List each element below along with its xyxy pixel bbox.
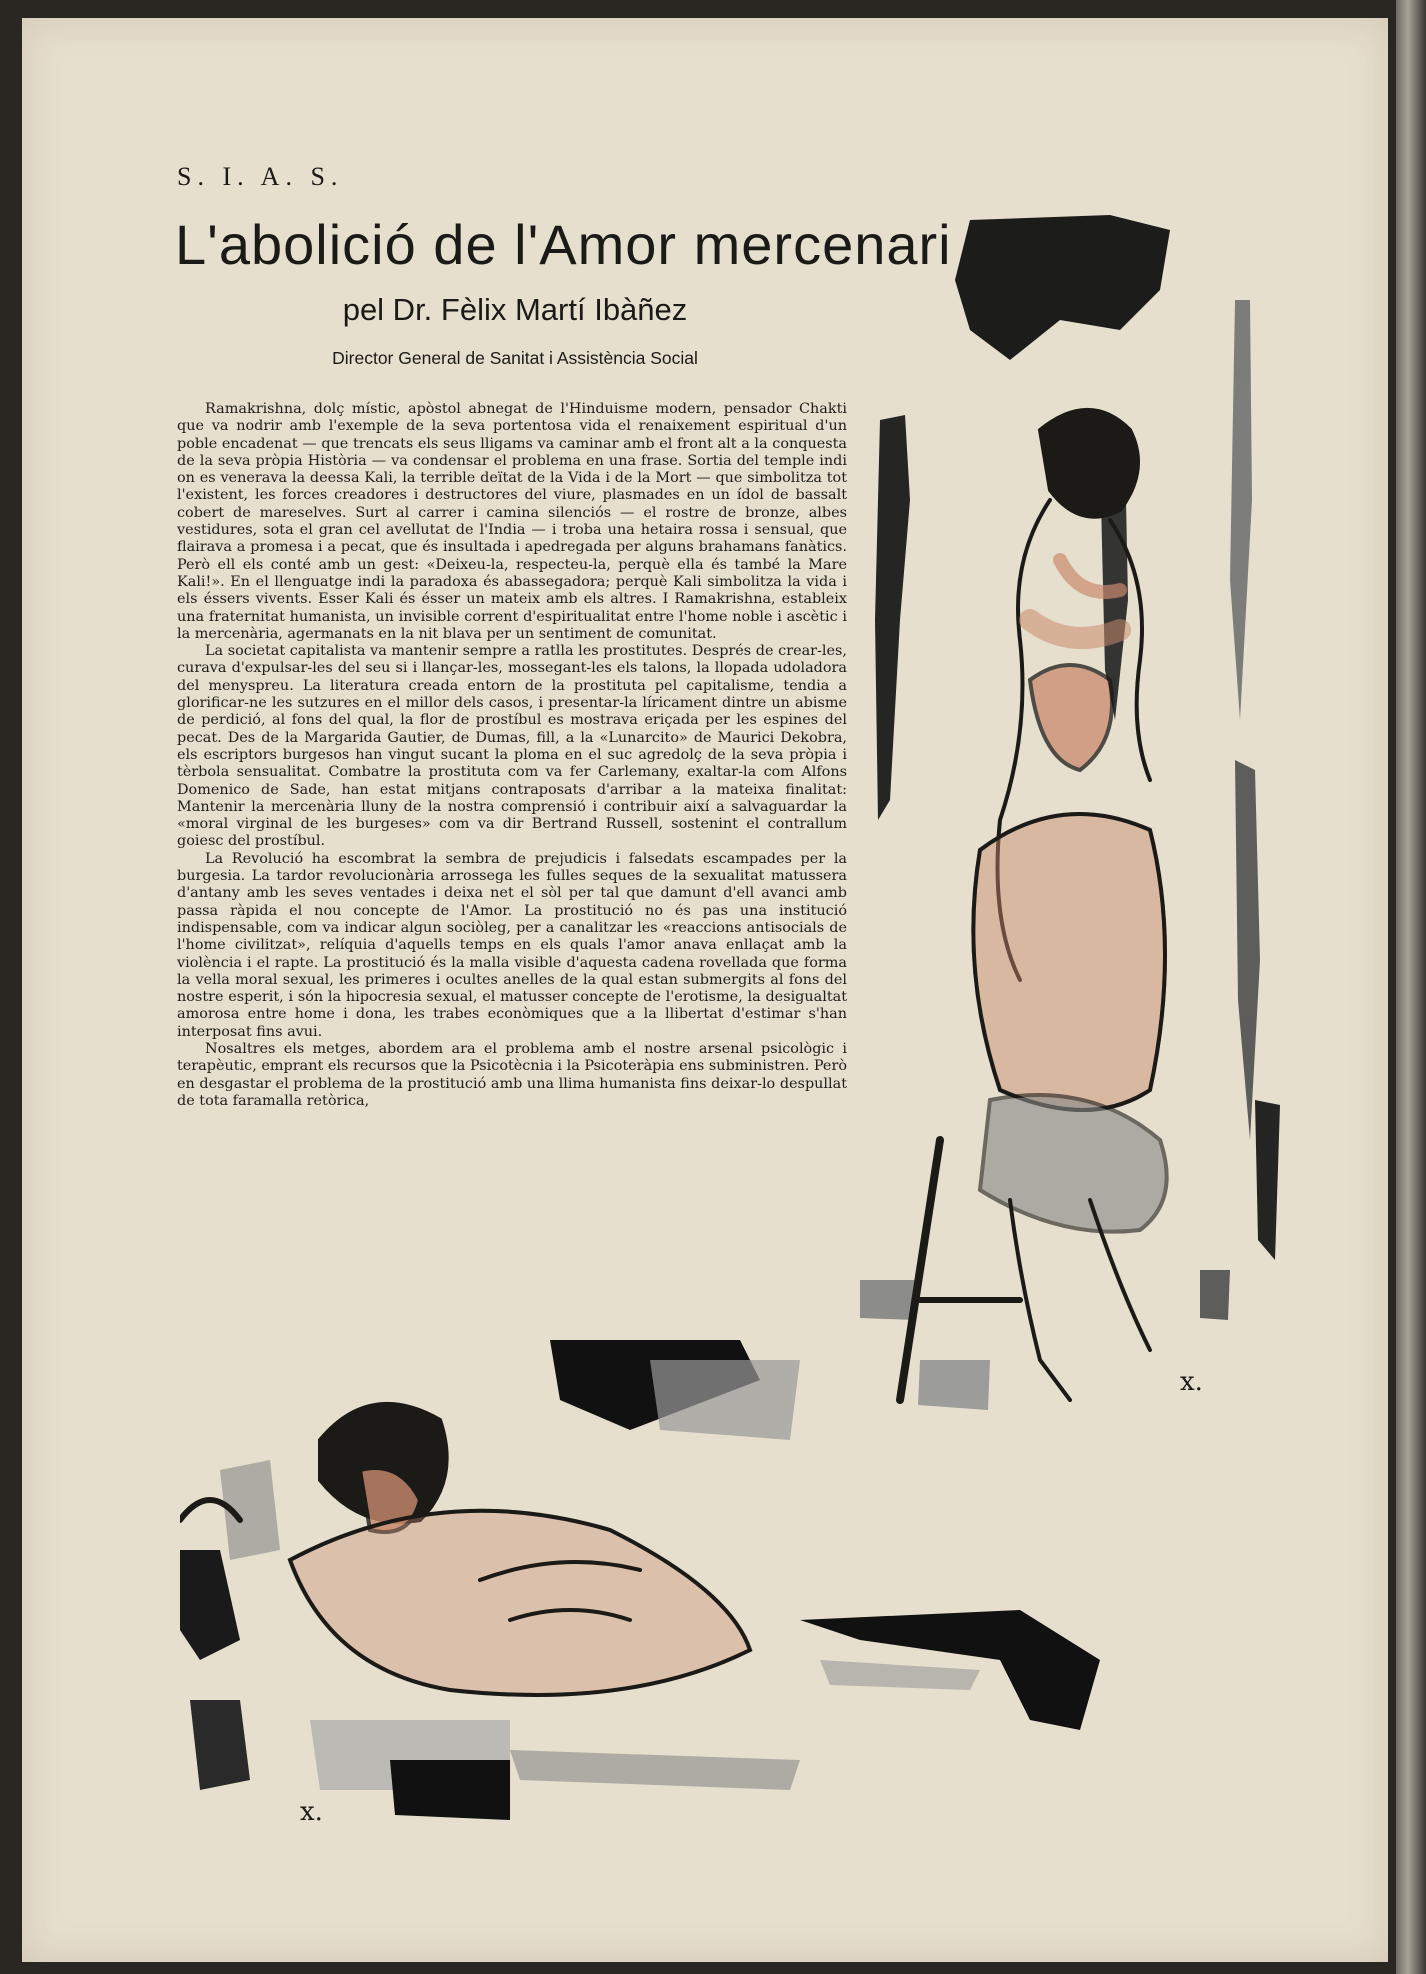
illustrator-signature: x.	[300, 1797, 323, 1827]
illustrator-signature: x.	[1180, 1367, 1203, 1397]
article-paragraph: Ramakrishna, dolç místic, apòstol abnegat de l'Hinduisme modern, pensador Chakti que va nodrir amb l'exemple de la seva portentosa vida el renaixement espiritual d'un poble encadenat — que trencats els seus lligams va caminar amb el front alt a la conquesta de la seva pròpia Història — va condensar el problema en una frase. Sortia del temple indi on es venerava la deessa Kali, la terrible deïtat de la Vida i de la Mort — que simbolitza tot l'existent, les forces creadores i destructores del viure, plasmades en un ídol de bassalt cobert de mareselves. Surt al carrer i camina silenciós — el rostre de bronze, albes vestidures, sota el gran cel avellutat de l'India — i troba una hetaira rossa i sensual, que flairava a promesa i a pecat, que és insultada i apedregada per alguns brahamans fanàtics. Però ell els conté amb un gest: «Deixeu-la, respecteu-la, perquè ella és també la Mare Kali!». En el llenguatge indi la paradoxa és abassegadora; perquè Kali simbolitza la vida i els éssers vivents. Esser Kali és ésser un mateix amb els altres. I Ramakrishna, estableix una fraternitat humanista, un invisible corrent d'espiritualitat entre l'home noble i ascètic i la mercenària, agermanats en la nit blava per un sentiment de comunitat.	[177, 401, 847, 642]
article-paragraph: La societat capitalista va mantenir sempre a ratlla les prostitutes. Després de crear-les, curava d'expulsar-les del seu si i llançar-les, mossegant-les els talons, la llopada udoladora del menyspreu. La literatura creada entorn de la prostituta pel capitalisme, tendia a glorificar-ne les sutzures en el millor dels casos, i presentar-la líricament dintre un abisme de perdició, al fons del qual, la flor de prostíbul es mostrava eriçada per les espines del pecat. Des de la Margarida Gautier, de Dumas, fill, a la «Lunarcito» de Maurici Dekobra, els escriptors burgesos han vingut sucant la ploma en el suc agredolç de la seva pròpia i tèrbola sensualitat. Combatre la prostituta com va fer Carlemany, exaltar-la com Alfons Domenico de Sade, han estat mitjans contraposats d'arribar a la mateixa finalitat: Mantenir la mercenària lluny de la nostra comprensió i contribuir així a salvaguardar la «moral virginal de les burgeses» com va dir Bertrand Russell, sostenint el contrallum goiesc del prostíbul.	[177, 643, 847, 850]
binding-edge	[1396, 0, 1426, 1974]
author-role: Director General de Sanitat i Assistència Social	[332, 348, 698, 368]
illustration-reclining-woman	[180, 1320, 940, 1840]
article-byline: pel Dr. Fèlix Martí Ibàñez	[342, 292, 688, 327]
article-paragraph: La Revolució ha escombrat la sembra de prejudicis i falsedats escampades per la burgesia. La tardor revolucionària arrossega les fulles seques de la sexualitat matussera d'antany amb les seves ventades i deixa net el sòl per tal que damunt d'ell avanci amb passa ràpida el nou concepte de l'Amor. La prostitució no és pas una institució indispensable, com va indicar algun sociòleg, per a canalitzar les «reaccions antisocials de l'home civilitzat», relíquia d'aquells temps en els quals l'amor anava enllaçat amb la violència i el rapte. La prostitució és la malla visible d'aquesta cadena rovellada que forma la vella moral sexual, les primeres i ocultes anelles de la qual estan submergits al fons del nostre esperit, i són la hipocresia sexual, el matusser concepte de l'erotisme, la desigualtat amorosa entre home i dona, les trabes econòmiques que a la llibertat d'estimar s'han interposat fins avui.	[177, 850, 847, 1040]
article-title: L'abolició de l'Amor mercenari	[175, 213, 952, 276]
seated-woman	[900, 665, 1167, 1400]
illustration-two-women	[860, 200, 1290, 1440]
ink-wash-stroke	[800, 1600, 1120, 1740]
section-kicker: S. I. A. S.	[177, 162, 344, 191]
article-body	[177, 401, 847, 1251]
article-paragraph: Nosaltres els metges, abordem ara el problema amb el nostre arsenal psicològic i terapèutic, emprant els recursos que la Psicotècnia i la Psicoteràpia ens subministren. Però en desgastar el problema de la prostitució amb una llima humanista fins deixar-lo despullat de tota faramalla retòrica,	[177, 1040, 847, 1109]
